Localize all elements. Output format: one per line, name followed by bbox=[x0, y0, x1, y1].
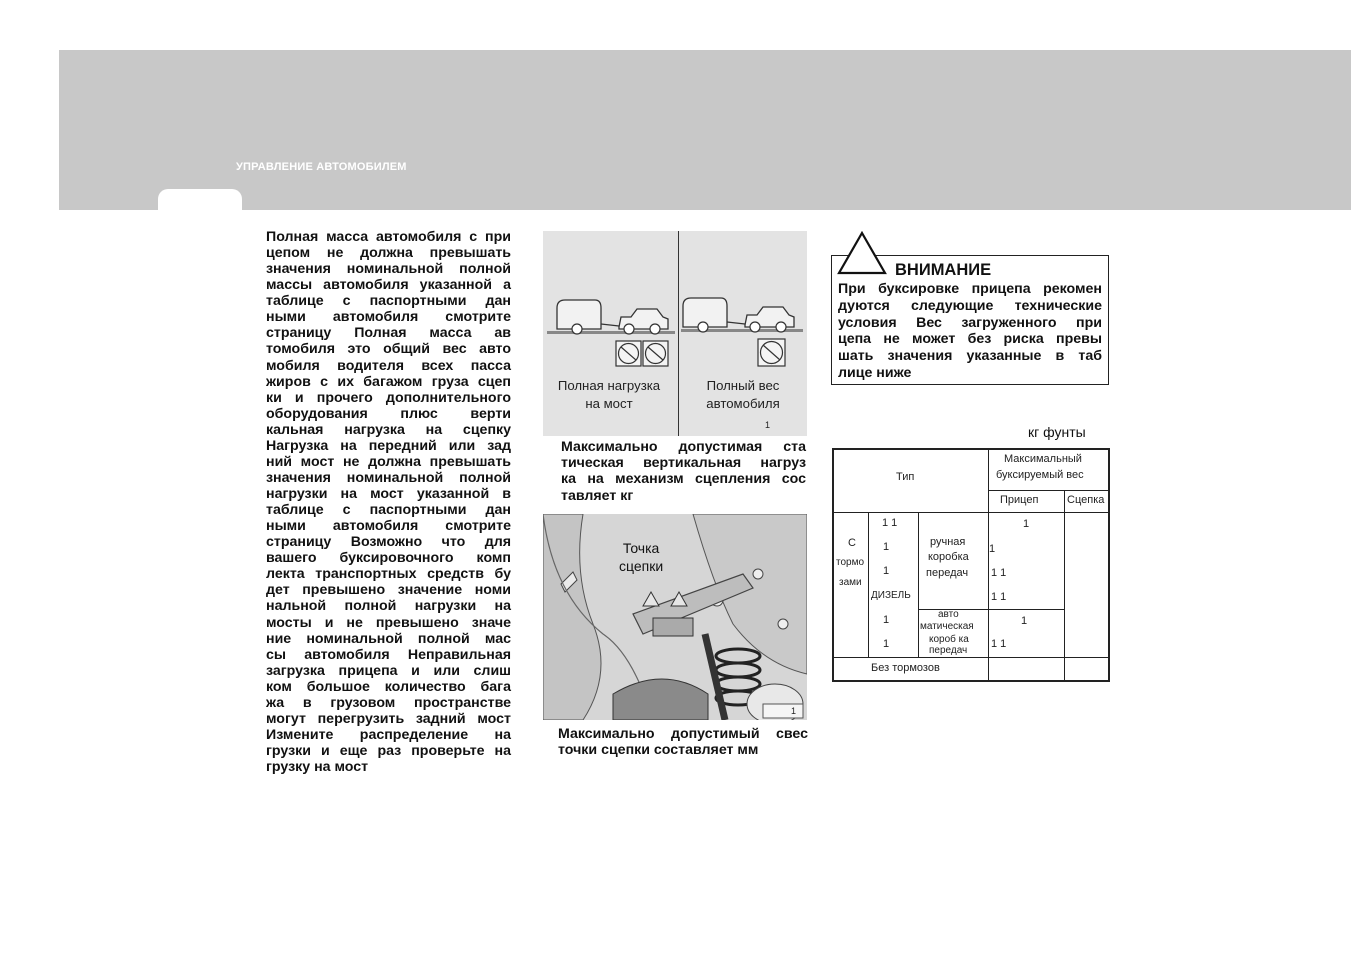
body-text-line: ний мост не должна превышать bbox=[266, 453, 511, 470]
section-title: УПРАВЛЕНИЕ АВТОМОБИЛЕМ bbox=[236, 161, 407, 173]
engine-5: 1 bbox=[883, 638, 890, 650]
body-text-line: цепом не должна превышать bbox=[266, 245, 511, 262]
trailer-4: 1 1 bbox=[991, 591, 1007, 603]
header-type: Тип bbox=[896, 471, 915, 483]
header-max-weight-1: Максимальный bbox=[1004, 453, 1082, 465]
auto-1: авто bbox=[938, 609, 959, 620]
body-text-line: массы автомобиля указанной а bbox=[266, 277, 511, 294]
body-text-line: могут перегрузить задний мост bbox=[266, 710, 511, 727]
manual-3: передач bbox=[926, 567, 969, 579]
figure2-number: 1 bbox=[791, 706, 797, 716]
load-illustration bbox=[543, 231, 807, 436]
units-label: кг фунты bbox=[1028, 424, 1086, 440]
warning-triangle-icon bbox=[837, 231, 887, 275]
body-text-line: нальной полной нагрузки на bbox=[266, 598, 511, 615]
body-text-line: жиров с их багажом груза сцеп bbox=[266, 373, 511, 390]
body-text-line: вашего буксировочного комп bbox=[266, 550, 511, 567]
body-text-line: значения номинальной полной bbox=[266, 469, 511, 486]
col-trailer: Прицеп bbox=[1000, 494, 1039, 506]
body-text-line: таблице с паспортными дан bbox=[266, 293, 511, 310]
gross-weight-label: Полный вес автомобиля bbox=[706, 378, 780, 411]
body-text-line: страницу Полная масса ав bbox=[266, 325, 511, 342]
body-text-line: дет превышено значение номи bbox=[266, 582, 511, 599]
towing-capacity-table bbox=[832, 448, 1110, 682]
hitch-point-label: Точка сцепки bbox=[619, 540, 664, 574]
trailer-5: 1 bbox=[1021, 615, 1028, 627]
auto-2: матическая bbox=[920, 621, 974, 632]
engine-2: 1 bbox=[883, 541, 890, 553]
body-text-line: загрузка прицепа и или слиш bbox=[266, 662, 511, 679]
brakes-2: тормо bbox=[836, 557, 865, 568]
page-number-tab bbox=[158, 189, 242, 215]
auto-4: передач bbox=[929, 645, 968, 656]
body-text-line: значения номинальной полной bbox=[266, 261, 511, 278]
trailer-1: 1 bbox=[1023, 518, 1030, 530]
warning-text: При буксировке прицепа рекомен дуются следующие технические условия Вес загруженного при цепа не может без риска превы шать значения указанные в таб лице ниже bbox=[838, 281, 1102, 381]
hitch-drawing bbox=[543, 514, 807, 720]
warning-title: ВНИМАНИЕ bbox=[895, 261, 992, 279]
brakes-3: зами bbox=[839, 577, 862, 588]
no-brakes: Без тормозов bbox=[871, 662, 940, 674]
body-text-line: грузки и еще раз проверьте на bbox=[266, 743, 511, 759]
body-text-line: страницу Возможно что для bbox=[266, 534, 511, 551]
body-text-line: Измените распределение на bbox=[266, 726, 511, 743]
header-band bbox=[59, 50, 1351, 210]
auto-3: короб ка bbox=[929, 634, 969, 645]
figure-divider bbox=[678, 231, 679, 436]
body-text-line: нагрузки на мост указанной в bbox=[266, 486, 511, 502]
hitch-overhang-caption: Максимально допустимый свес точки сцепки составляет мм bbox=[558, 726, 808, 759]
body-text-line: таблице с паспортными дан bbox=[266, 502, 511, 519]
body-text-line: ными автомобиля смотрите bbox=[266, 309, 511, 326]
trailer-3: 1 1 bbox=[991, 567, 1007, 579]
body-text-line: кальная нагрузка на сцепку bbox=[266, 421, 511, 438]
body-text-line: лекта транспортных средств бу bbox=[266, 566, 511, 583]
manual-1: ручная bbox=[930, 536, 966, 548]
body-text-column bbox=[266, 229, 511, 775]
body-text-line: ние номинальной полной мас bbox=[266, 630, 511, 647]
body-text-line: томобиля это общий вес авто bbox=[266, 341, 511, 358]
col-coupling: Сцепка bbox=[1067, 494, 1105, 506]
hitch-point-illustration bbox=[543, 514, 807, 720]
figure1-number: 1 bbox=[765, 420, 771, 430]
body-text-line: ки и прочего дополнительного bbox=[266, 389, 511, 406]
body-text-line: Нагрузка на передний или зад bbox=[266, 437, 511, 454]
trailer-6: 1 1 bbox=[991, 638, 1007, 650]
tongue-load-caption: Максимально допустимая ста тическая вертикальная нагруз ка на механизм сцепления сос тавляет кг bbox=[561, 439, 806, 504]
body-text-line: оборудования плюс верти bbox=[266, 405, 511, 422]
header-max-weight-2: буксируемый вес bbox=[996, 469, 1084, 481]
body-text-line: грузку на мост bbox=[266, 759, 369, 776]
engine-4: 1 bbox=[883, 614, 890, 626]
engine-3: 1 bbox=[883, 565, 890, 577]
brakes-1: С bbox=[848, 537, 856, 549]
body-text-line: ными автомобиля смотрите bbox=[266, 518, 511, 535]
trailer-2: 1 bbox=[989, 543, 996, 555]
manual-2: коробка bbox=[928, 551, 969, 563]
engine-1: 1 1 bbox=[882, 517, 898, 529]
body-text-line: сы автомобиля Неправильная bbox=[266, 646, 511, 663]
body-text-line: жа в грузовом пространстве bbox=[266, 694, 511, 711]
axle-load-label: Полная нагрузка на мост bbox=[557, 378, 661, 411]
body-text-line: мосты и не превышено значе bbox=[266, 614, 511, 631]
body-text-line: мобиля водителя всех пасса bbox=[266, 357, 511, 374]
body-text-line: Полная масса автомобиля с при bbox=[266, 229, 511, 245]
engine-diesel: ДИЗЕЛЬ bbox=[871, 590, 911, 601]
body-text-line: ком большое количество бага bbox=[266, 678, 511, 695]
